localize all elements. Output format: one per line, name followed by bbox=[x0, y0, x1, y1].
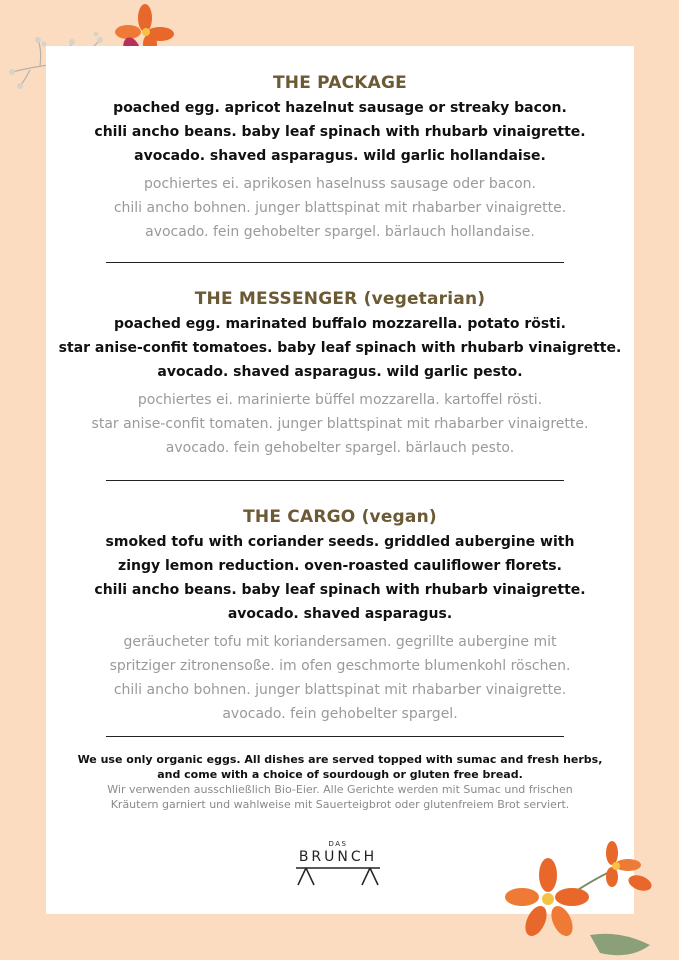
footer-english: We use only organic eggs. All dishes are served topped with sumac and fresh herbs, and come with a choice of sourdough or gluten free bread. bbox=[77, 753, 603, 781]
leaf-icon bbox=[590, 934, 650, 955]
footer-german: Wir verwenden ausschließlich Bio-Eier. Alle Gerichte werden mit Sumac und frischen Kräutern garniert und wahlweise mit Sauerteigbrot oder glutenfreiem Brot serviert. bbox=[107, 783, 573, 811]
german-description: pochiertes ei. marinierte büffel mozzarella. kartoffel rösti. star anise-confit tomaten. junger blattspinat mit rhabarber vinaigrette. avocado. fein gehobelter spargel. bärlauch pesto. bbox=[91, 392, 589, 456]
section-title: THE CARGO (vegan) bbox=[243, 507, 437, 527]
orange-flower-icon bbox=[505, 858, 589, 939]
divider bbox=[106, 262, 564, 263]
logo-small-text: DAS bbox=[328, 840, 348, 848]
section-the-messenger bbox=[46, 288, 634, 460]
logo-big-text: BRUNCH bbox=[298, 849, 378, 865]
english-description: poached egg. marinated buffalo mozzarella. potato rösti. star anise-confit tomatoes. baby leaf spinach with rhubarb vinaigrette. avocado. shaved asparagus. wild garlic pesto. bbox=[58, 316, 622, 380]
section-the-package bbox=[46, 72, 634, 244]
floral-decoration-bottom-right bbox=[500, 835, 679, 960]
german-description: pochiertes ei. aprikosen haselnuss sausage oder bacon. chili ancho bohnen. junger blattspinat mit rhabarber vinaigrette. avocado. fein gehobelter spargel. bärlauch hollandaise. bbox=[113, 176, 567, 240]
section-title: THE MESSENGER (vegetarian) bbox=[194, 289, 486, 309]
menu-card bbox=[46, 46, 634, 914]
das-brunch-logo bbox=[288, 840, 388, 893]
english-description: smoked tofu with coriander seeds. griddled aubergine with zingy lemon reduction. oven-roasted cauliflower florets. chili ancho beans. baby leaf spinach with rhubarb vinaigrette. avocado. shaved asparagus. bbox=[94, 534, 586, 622]
german-description: geräucheter tofu mit koriandersamen. gegrillte aubergine mit spritziger zitronensoße. im ofen geschmorte blumenkohl röschen. chili ancho bohnen. junger blattspinat mit rhabarber vinaigrette. avocado. fein gehobelter spargel. bbox=[109, 634, 571, 722]
section-title: THE PACKAGE bbox=[273, 73, 407, 93]
divider bbox=[106, 736, 564, 737]
orange-flower-icon bbox=[606, 841, 654, 894]
footer-note bbox=[46, 752, 634, 812]
section-the-cargo bbox=[46, 506, 634, 726]
logo-table-icon bbox=[288, 865, 388, 889]
english-description: poached egg. apricot hazelnut sausage or streaky bacon. chili ancho beans. baby leaf spinach with rhubarb vinaigrette. avocado. shaved asparagus. wild garlic hollandaise. bbox=[94, 100, 586, 164]
divider bbox=[106, 480, 564, 481]
